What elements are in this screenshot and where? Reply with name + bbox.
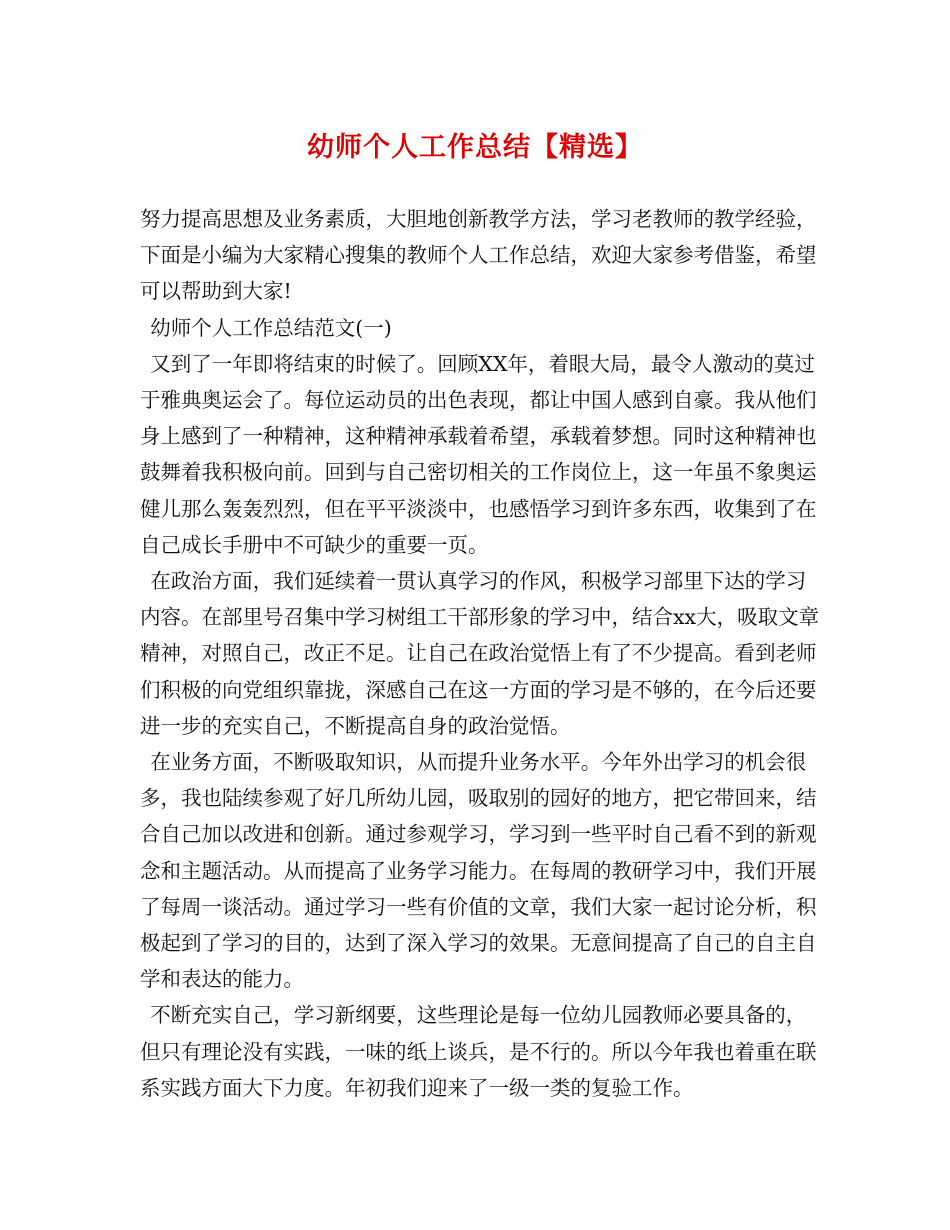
section-heading: 幼师个人工作总结范文(一) (150, 315, 392, 340)
body-paragraph-1: 又到了一年即将结束的时候了。回顾XX年，着眼大局，最令人激动的莫过于雅典奥运会了。每位运动员的出色表现，都让中国人感到自豪。我从他们身上感到了一种精神，这种精神承载着希望，承载着梦想。同时这种精神也鼓舞着我积极向前。回到与自己密切相关的工作岗位上，这一年虽不象奥运健儿那么轰轰烈烈，但在平平淡淡中，也感悟学习到许多东西，收集到了在自己成长手册中不可缺少的重要一页。 (140, 351, 817, 557)
body-paragraph-3: 在业务方面，不断吸取知识，从而提升业务水平。今年外出学习的机会很多，我也陆续参观了好几所幼儿园，吸取别的园好的地方，把它带回来，结合自己加以改进和创新。通过参观学习，学习到一些平时自己看不到的新观念和主题活动。从而提高了业务学习能力。在每周的教研学习中，我们开展了每周一谈活动。通过学习一些有价值的文章，我们大家一起讨论分析，积极起到了学习的目的，达到了深入学习的效果。无意间提高了自己的自主自学和表达的能力。 (140, 750, 817, 992)
document-title: 幼师个人工作总结【精选】 (307, 132, 643, 163)
body-paragraph-4: 不断充实自己，学习新纲要，这些理论是每一位幼儿园教师必要具备的，但只有理论没有实践，一味的纸上谈兵，是不行的。所以今年我也着重在联系实践方面大下力度。年初我们迎来了一级一类的复验工作。 (140, 1003, 817, 1100)
intro-paragraph: 努力提高思想及业务素质，大胆地创新教学方法，学习老教师的教学经验，下面是小编为大家精心搜集的教师个人工作总结，欢迎大家参考借鉴，希望可以帮助到大家! (140, 207, 817, 304)
document-body (140, 201, 820, 1106)
body-paragraph-2: 在政治方面，我们延续着一贯认真学习的作风，积极学习部里下达的学习内容。在部里号召集中学习树组工干部形象的学习中，结合xx大，吸取文章精神，对照自己，改正不足。让自己在政治觉悟上有了不少提高。看到老师们积极的向党组织靠拢，深感自己在这一方面的学习是不够的，在今后还要进一步的充实自己，不断提高自身的政治觉悟。 (140, 569, 820, 738)
